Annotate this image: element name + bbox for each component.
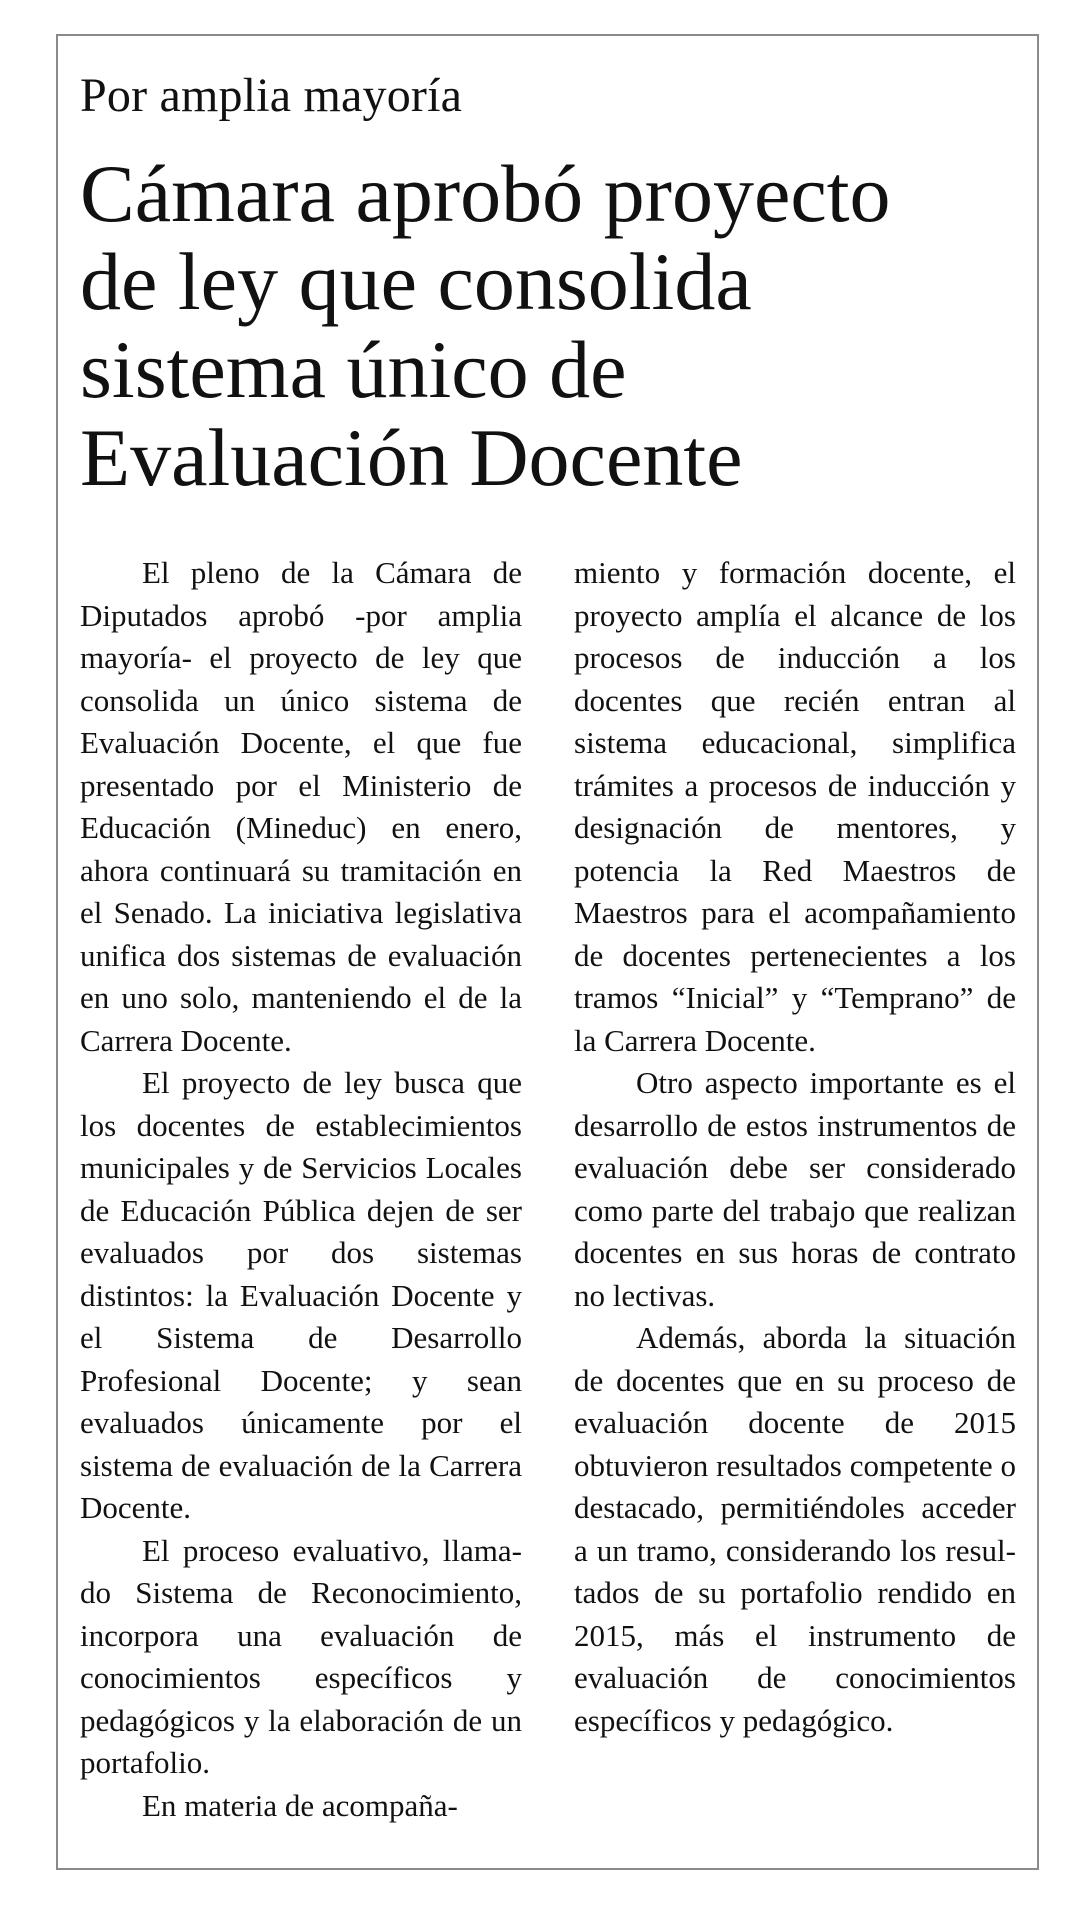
body-paragraph: Otro aspecto importante es el desarrollo de estos instrumentos de evaluación debe ser considerado como parte del trabajo que realizan docentes en sus horas de contrato no lectivas. xyxy=(574,1065,1016,1313)
headline-line: sistema único de xyxy=(80,324,627,415)
article-headline xyxy=(80,150,980,502)
body-paragraph: El proceso evaluativo, llamado Sistema de Reconocimiento, incorpora una evaluación de conocimientos específicos y pedagógicos y la elaboración de un portafolio. xyxy=(80,1532,522,1780)
body-paragraph: El proyecto de ley busca que los docentes de establecimientos municipales y de Servicios Locales de Educación Pública dejen de ser evaluados por dos sistemas distintos: la Evaluación Docente y el Sistema de Desarrollo Profesional Docente; y sean evaluados únicamente por el sistema de evaluación de la Carrera Docente. xyxy=(80,1065,522,1525)
body-paragraph: Además, aborda la situación de docentes que en su proceso de evaluación docente de 2015 obtuvieron resultados competente o destacado, permitiéndoles acceder a un tramo, considerando los resultados de su portafolio rendido en 2015, más el instrumento de evaluación de conocimientos específicos y pedagógico. xyxy=(574,1320,1016,1738)
body-paragraph: El pleno de la Cámara de Diputados aprobó -por amplia mayoría- el proyecto de ley que consolida un único sistema de Evaluación Docente, el que fue presentado por el Ministerio de Educación (Mineduc) en enero, ahora continuará su tramitación en el Senado. La iniciativa legislativa unifica dos sistemas de evaluación en uno solo, manteniendo el de la Carrera Docente. xyxy=(80,555,522,1058)
headline-line: de ley que consolida xyxy=(80,236,752,327)
article-column-right xyxy=(574,552,1016,1742)
headline-line: Cámara aprobó proyecto xyxy=(80,148,891,239)
body-paragraph: miento y formación docente, el proyecto amplía el alcance de los procesos de inducción a los docentes que recién entran al sistema educacional, simplifica trámites a procesos de inducción y designación de mentores, y potencia la Red Maestros de Maestros para el acompañamiento de docentes pertenecientes a los tramos “Inicial” y “Temprano” de la Carrera Docente. xyxy=(574,555,1016,1058)
body-paragraph: En materia de acompaña- xyxy=(142,1787,458,1823)
article-column-left xyxy=(80,552,522,1827)
article-kicker: Por amplia mayoría xyxy=(80,69,463,122)
headline-line: Evaluación Docente xyxy=(80,412,743,503)
